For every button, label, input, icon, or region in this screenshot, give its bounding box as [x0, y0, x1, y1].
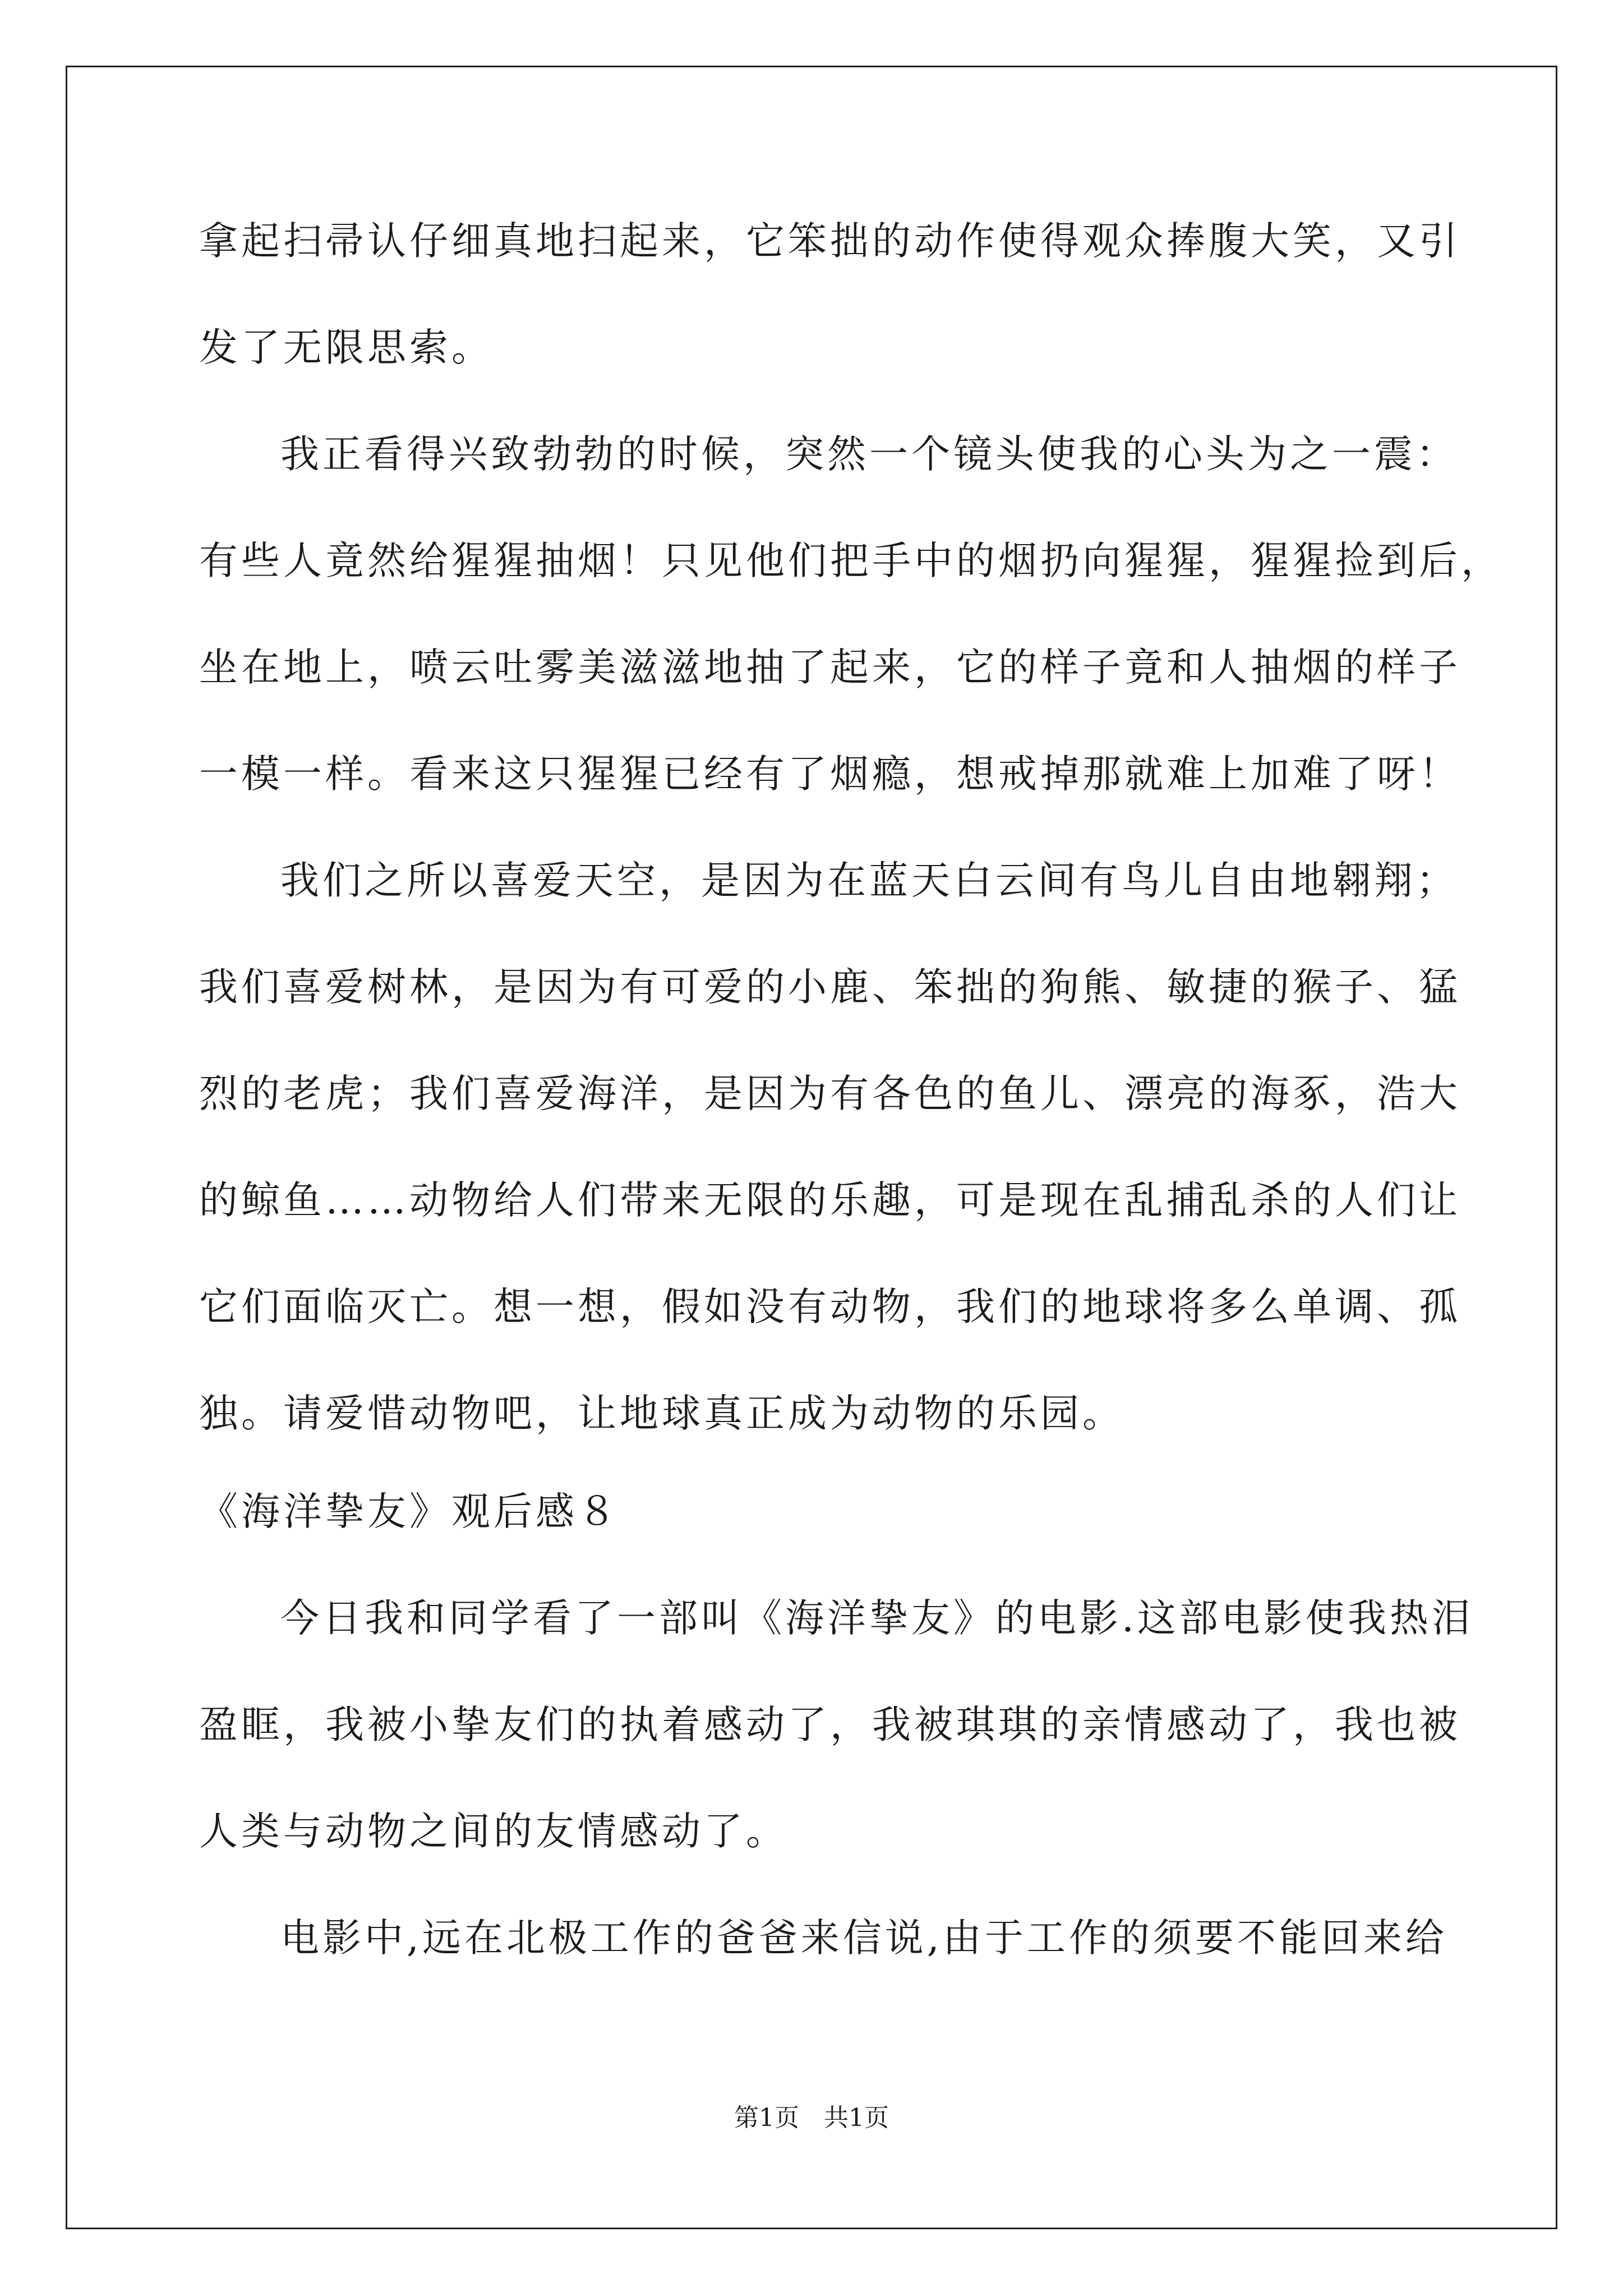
page-footer: 第1页 共1页 [734, 2104, 889, 2132]
paragraph-start-line: 电影中,远在北极工作的爸爸来信说,由于工作的须要不能回来给 [280, 1916, 1447, 1961]
text-line: 的鲸鱼……动物给人们带来无限的乐趣，可是现在乱捕乱杀的人们让 [199, 1178, 1461, 1223]
text-line: 烈的老虎；我们喜爱海洋，是因为有各色的鱼儿、漂亮的海豖，浩大 [199, 1071, 1461, 1116]
text-line: 人类与动物之间的友情感动了。 [199, 1809, 788, 1854]
text-line: 盈眶，我被小挚友们的执着感动了，我被琪琪的亲情感动了，我也被 [199, 1703, 1461, 1747]
text-line: 拿起扫帚认仔细真地扫起来，它笨拙的动作使得观众捧腹大笑，又引 [199, 219, 1461, 264]
section-heading: 《海洋挚友》观后感８ [199, 1489, 620, 1534]
text-line: 一模一样。看来这只猩猩已经有了烟瘾，想戒掉那就难上加难了呀！ [199, 752, 1461, 797]
text-line: 有些人竟然给猩猩抽烟！只见他们把手中的烟扔向猩猩，猩猩捡到后， [199, 539, 1503, 583]
page-frame [66, 66, 1557, 2229]
text-line: 独。请爱惜动物吧，让地球真正成为动物的乐园。 [199, 1391, 1124, 1436]
paragraph-start-line: 我们之所以喜爱天空，是因为在蓝天白云间有鸟儿自由地翱翔； [280, 858, 1458, 903]
text-line: 坐在地上，喷云吐雾美滋滋地抽了起来，它的样子竟和人抽烟的样子 [199, 645, 1461, 690]
paragraph-start-line: 今日我和同学看了一部叫《海洋挚友》的电影.这部电影使我热泪 [280, 1596, 1474, 1641]
text-line: 它们面临灭亡。想一想，假如没有动物，我们的地球将多么单调、孤 [199, 1285, 1461, 1329]
text-line: 发了无限思索。 [199, 325, 494, 370]
text-line: 我们喜爱树林，是因为有可爱的小鹿、笨拙的狗熊、敏捷的猴子、猛 [199, 965, 1461, 1010]
paragraph-start-line: 我正看得兴致勃勃的时候，突然一个镜头使我的心头为之一震： [280, 432, 1458, 477]
